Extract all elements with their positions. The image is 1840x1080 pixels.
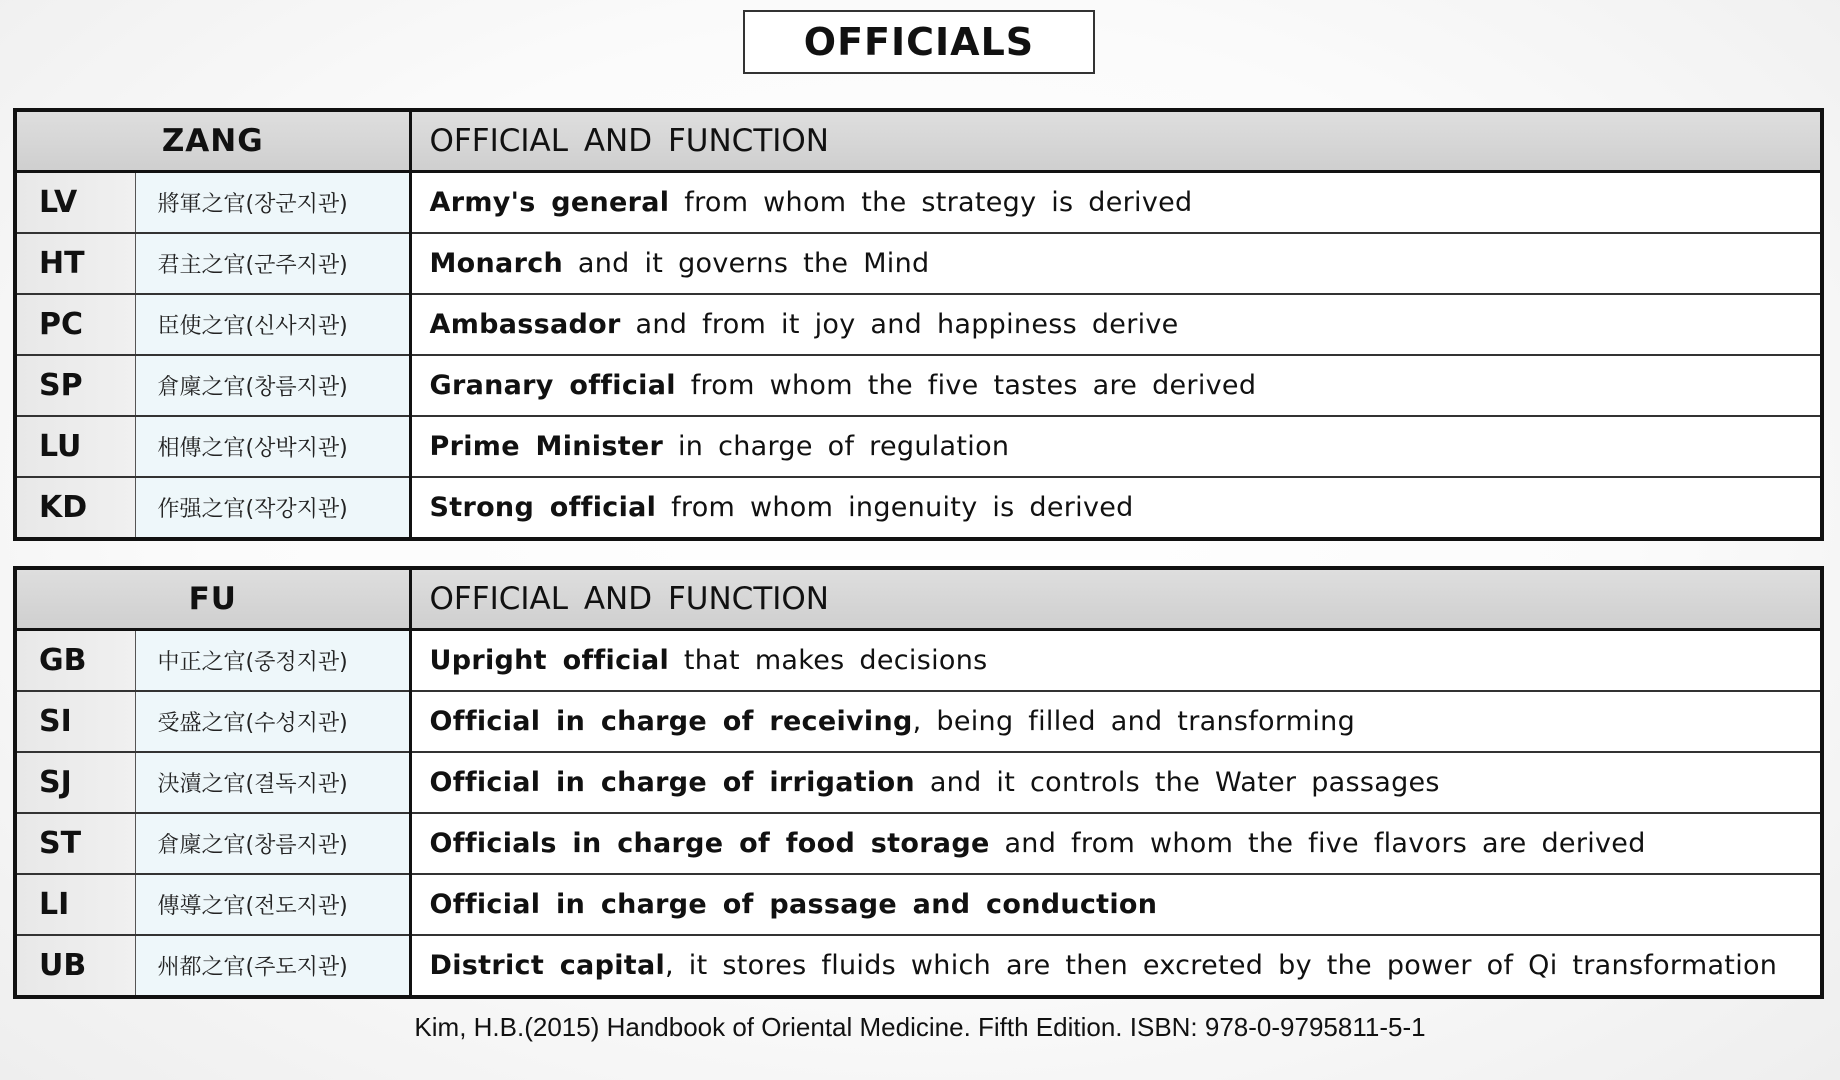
official-function (410, 416, 1822, 477)
official-description: that makes decisions (669, 645, 988, 676)
official-description: and it controls the Water passages (914, 767, 1440, 798)
official-description: in charge of regulation (663, 431, 1010, 462)
official-title-cjk: 中正之官(중정지관) (135, 630, 410, 692)
official-function (410, 233, 1822, 294)
table-row (15, 294, 1822, 355)
table-row (15, 813, 1822, 874)
table-row (15, 233, 1822, 294)
official-function (410, 813, 1822, 874)
official-function (410, 630, 1822, 692)
page-title: OFFICIALS (743, 10, 1095, 74)
official-role: Officials in charge of food storage (429, 828, 990, 859)
organ-code: LU (15, 416, 135, 477)
table-row (15, 477, 1822, 539)
organ-code: ST (15, 813, 135, 874)
official-title-cjk: 州都之官(주도지관) (135, 935, 410, 997)
table-row (15, 630, 1822, 692)
table-row (15, 874, 1822, 935)
organ-code: LV (15, 172, 135, 234)
table-row (15, 935, 1822, 997)
organ-code: GB (15, 630, 135, 692)
official-role: Official in charge of passage and conduction (429, 889, 1158, 920)
table-row (15, 416, 1822, 477)
organ-code: PC (15, 294, 135, 355)
official-title-cjk: 將軍之官(장군지관) (135, 172, 410, 234)
official-title-cjk: 作强之官(작강지관) (135, 477, 410, 539)
official-role: Prime Minister (429, 431, 664, 462)
official-role: Official in charge of receiving (429, 706, 913, 737)
official-description: and it governs the Mind (563, 248, 930, 279)
official-function (410, 355, 1822, 416)
official-function (410, 172, 1822, 234)
table-row (15, 172, 1822, 234)
organ-code: SI (15, 691, 135, 752)
official-title-cjk: 決瀆之官(결독지관) (135, 752, 410, 813)
official-function (410, 935, 1822, 997)
official-description: and from whom the five flavors are derived (989, 828, 1646, 859)
official-description: from whom ingenuity is derived (656, 492, 1134, 523)
zang-header-row (15, 110, 1822, 172)
fu-function-header: OFFICIAL AND FUNCTION (410, 568, 1822, 630)
official-description: , being filled and transforming (912, 706, 1356, 737)
official-role: District capital (429, 950, 666, 981)
organ-code: LI (15, 874, 135, 935)
table-row (15, 752, 1822, 813)
citation: Kim, H.B.(2015) Handbook of Oriental Medicine. Fifth Edition. ISBN: 978-0-9795811-5-1 (414, 1012, 1426, 1042)
official-function (410, 294, 1822, 355)
official-role: Monarch (429, 248, 564, 279)
official-title-cjk: 倉廩之官(창름지관) (135, 813, 410, 874)
fu-group-header: FU (15, 568, 410, 630)
zang-function-header: OFFICIAL AND FUNCTION (410, 110, 1822, 172)
zang-group-header: ZANG (15, 110, 410, 172)
official-description: and from it joy and happiness derive (620, 309, 1179, 340)
official-description: , it stores fluids which are then excreted by the power of Qi transformation (665, 950, 1778, 981)
official-role: Strong official (429, 492, 657, 523)
official-function (410, 691, 1822, 752)
official-function (410, 874, 1822, 935)
fu-header-row (15, 568, 1822, 630)
organ-code: SJ (15, 752, 135, 813)
official-role: Granary official (429, 370, 676, 401)
official-title-cjk: 受盛之官(수성지관) (135, 691, 410, 752)
official-title-cjk: 君主之官(군주지관) (135, 233, 410, 294)
official-function (410, 752, 1822, 813)
official-function (410, 477, 1822, 539)
organ-code: UB (15, 935, 135, 997)
organ-code: KD (15, 477, 135, 539)
table-row (15, 355, 1822, 416)
official-title-cjk: 傳導之官(전도지관) (135, 874, 410, 935)
official-description: from whom the five tastes are derived (675, 370, 1257, 401)
organ-code: HT (15, 233, 135, 294)
official-role: Ambassador (429, 309, 621, 340)
official-role: Army's general (429, 187, 670, 218)
official-role: Official in charge of irrigation (429, 767, 915, 798)
official-title-cjk: 倉廩之官(창름지관) (135, 355, 410, 416)
official-title-cjk: 臣使之官(신사지관) (135, 294, 410, 355)
official-description: from whom the strategy is derived (669, 187, 1193, 218)
official-role: Upright official (429, 645, 670, 676)
table-row (15, 691, 1822, 752)
fu-officials-table (13, 566, 1824, 999)
official-title-cjk: 相傳之官(상박지관) (135, 416, 410, 477)
organ-code: SP (15, 355, 135, 416)
zang-officials-table (13, 108, 1824, 541)
